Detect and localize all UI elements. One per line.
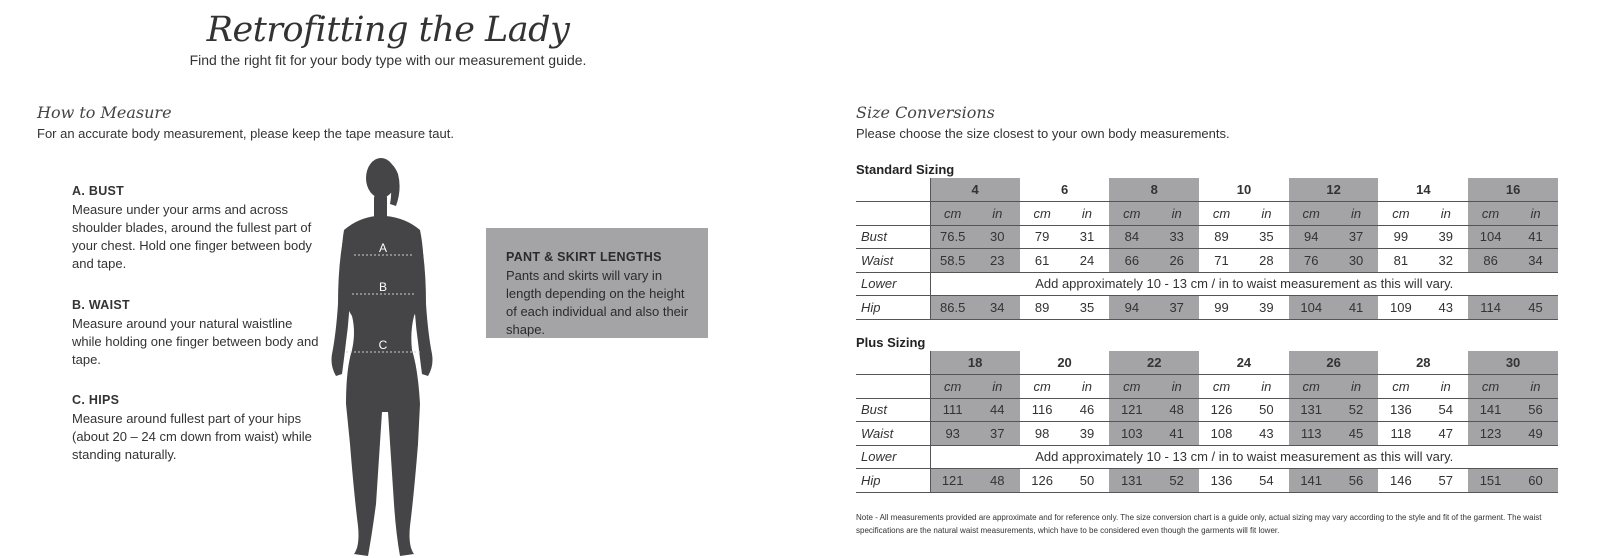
waist-title: B. WAIST bbox=[72, 298, 130, 312]
lower-note: Add approximately 10 - 13 cm / in to waist measurement as this will vary. bbox=[930, 272, 1558, 296]
unit-in: in bbox=[1513, 202, 1558, 226]
bust-cm-value: 136 bbox=[1378, 398, 1423, 422]
size-8-header: 8 bbox=[1109, 178, 1199, 202]
page-title: Retrofitting the Lady bbox=[206, 10, 570, 50]
bust-text: Measure under your arms and across shoulder blades, around the fullest part of your chest. Hold one finger between body and tape. bbox=[72, 202, 312, 271]
size-22-header: 22 bbox=[1109, 351, 1199, 375]
unit-cm: cm bbox=[1289, 202, 1334, 226]
unit-in: in bbox=[975, 202, 1020, 226]
standard-sizing-table bbox=[856, 178, 1558, 320]
bust-cm-value: 89 bbox=[1199, 225, 1244, 249]
waist-in-value: 28 bbox=[1244, 249, 1289, 273]
row-label-empty bbox=[856, 375, 930, 399]
hip-label: Hip bbox=[856, 469, 930, 493]
bust-cm-value: 104 bbox=[1468, 225, 1513, 249]
size-24-header: 24 bbox=[1199, 351, 1289, 375]
plus-sizing-heading: Plus Sizing bbox=[856, 335, 926, 350]
waist-cm-value: 103 bbox=[1109, 422, 1154, 446]
how-to-measure-heading: How to Measure bbox=[37, 103, 172, 122]
bust-in-value: 56 bbox=[1513, 398, 1558, 422]
unit-in: in bbox=[1065, 375, 1110, 399]
unit-cm: cm bbox=[1109, 375, 1154, 399]
bust-in-value: 30 bbox=[975, 225, 1020, 249]
unit-cm: cm bbox=[1020, 375, 1065, 399]
unit-cm: cm bbox=[1468, 375, 1513, 399]
hip-cm-value: 104 bbox=[1289, 296, 1334, 320]
unit-in: in bbox=[1334, 375, 1379, 399]
hips-instructions bbox=[72, 391, 322, 464]
size-10-header: 10 bbox=[1199, 178, 1289, 202]
hip-cm-value: 151 bbox=[1468, 469, 1513, 493]
row-label-empty bbox=[856, 351, 930, 375]
lower-label: Lower bbox=[856, 272, 930, 296]
unit-row bbox=[856, 202, 1558, 226]
waist-in-value: 34 bbox=[1513, 249, 1558, 273]
bust-cm-value: 126 bbox=[1199, 398, 1244, 422]
waist-in-value: 26 bbox=[1154, 249, 1199, 273]
size-conversions-sub: Please choose the size closest to your own body measurements. bbox=[856, 126, 1230, 141]
unit-in: in bbox=[1334, 202, 1379, 226]
bust-cm-value: 111 bbox=[930, 398, 975, 422]
waist-cm-value: 61 bbox=[1020, 249, 1065, 273]
size-18-header: 18 bbox=[930, 351, 1020, 375]
waist-cm-value: 58.5 bbox=[930, 249, 975, 273]
hip-in-value: 45 bbox=[1513, 296, 1558, 320]
plus-sizing-table bbox=[856, 351, 1558, 493]
lower-note: Add approximately 10 - 13 cm / in to waist measurement as this will vary. bbox=[930, 445, 1558, 469]
bust-in-value: 44 bbox=[975, 398, 1020, 422]
waist-cm-value: 71 bbox=[1199, 249, 1244, 273]
size-header-row bbox=[856, 178, 1558, 202]
hip-in-value: 56 bbox=[1334, 469, 1379, 493]
bust-instructions bbox=[72, 182, 322, 273]
hip-label: Hip bbox=[856, 296, 930, 320]
bust-in-value: 41 bbox=[1513, 225, 1558, 249]
hip-cm-value: 86.5 bbox=[930, 296, 975, 320]
unit-cm: cm bbox=[1378, 202, 1423, 226]
waist-cm-value: 93 bbox=[930, 422, 975, 446]
bust-cm-value: 131 bbox=[1289, 398, 1334, 422]
row-label-empty bbox=[856, 178, 930, 202]
bust-cm-value: 141 bbox=[1468, 398, 1513, 422]
standard-sizing-heading: Standard Sizing bbox=[856, 162, 955, 177]
size-4-header: 4 bbox=[930, 178, 1020, 202]
waist-in-value: 24 bbox=[1065, 249, 1110, 273]
bust-in-value: 46 bbox=[1065, 398, 1110, 422]
unit-cm: cm bbox=[1468, 202, 1513, 226]
unit-in: in bbox=[1154, 375, 1199, 399]
size-14-header: 14 bbox=[1378, 178, 1468, 202]
waist-cm-value: 66 bbox=[1109, 249, 1154, 273]
bust-cm-value: 99 bbox=[1378, 225, 1423, 249]
bust-in-value: 50 bbox=[1244, 398, 1289, 422]
bust-in-value: 31 bbox=[1065, 225, 1110, 249]
unit-in: in bbox=[1065, 202, 1110, 226]
hip-cm-value: 89 bbox=[1020, 296, 1065, 320]
how-to-measure-sub: For an accurate body measurement, please keep the tape measure taut. bbox=[37, 126, 454, 141]
bust-cm-value: 116 bbox=[1020, 398, 1065, 422]
waist-in-value: 45 bbox=[1334, 422, 1379, 446]
hip-cm-value: 146 bbox=[1378, 469, 1423, 493]
footnote: Note - All measurements provided are approximate and for reference only. The size conversion chart is a guide only, actual sizing may vary according to the style and fit of the garment. The waist specifications are the natural waist measurements, which have to be considered even though the garments will fit lower. bbox=[856, 513, 1542, 535]
lower-row bbox=[856, 445, 1558, 469]
unit-in: in bbox=[1423, 202, 1468, 226]
figure-label-a: A bbox=[378, 241, 388, 255]
waist-in-value: 39 bbox=[1065, 422, 1110, 446]
hip-in-value: 37 bbox=[1154, 296, 1199, 320]
bust-in-value: 39 bbox=[1423, 225, 1468, 249]
hip-cm-value: 99 bbox=[1199, 296, 1244, 320]
unit-cm: cm bbox=[1378, 375, 1423, 399]
unit-cm: cm bbox=[1109, 202, 1154, 226]
pant-skirt-box bbox=[486, 228, 708, 338]
hip-in-value: 34 bbox=[975, 296, 1020, 320]
bust-in-value: 52 bbox=[1334, 398, 1379, 422]
bust-in-value: 33 bbox=[1154, 225, 1199, 249]
unit-row bbox=[856, 375, 1558, 399]
bust-label: Bust bbox=[856, 225, 930, 249]
unit-cm: cm bbox=[1199, 202, 1244, 226]
hip-cm-value: 141 bbox=[1289, 469, 1334, 493]
waist-in-value: 43 bbox=[1244, 422, 1289, 446]
hip-in-value: 50 bbox=[1065, 469, 1110, 493]
waist-text: Measure around your natural waistline while holding one finger between body and tape. bbox=[72, 316, 319, 367]
unit-cm: cm bbox=[1199, 375, 1244, 399]
waist-in-value: 41 bbox=[1154, 422, 1199, 446]
waist-in-value: 32 bbox=[1423, 249, 1468, 273]
bust-cm-value: 94 bbox=[1289, 225, 1334, 249]
hip-in-value: 48 bbox=[975, 469, 1020, 493]
bust-row bbox=[856, 225, 1558, 249]
waist-in-value: 49 bbox=[1513, 422, 1558, 446]
page-subtitle: Find the right fit for your body type with our measurement guide. bbox=[189, 52, 587, 68]
waist-cm-value: 123 bbox=[1468, 422, 1513, 446]
waist-cm-value: 81 bbox=[1378, 249, 1423, 273]
size-6-header: 6 bbox=[1020, 178, 1110, 202]
size-20-header: 20 bbox=[1020, 351, 1110, 375]
hip-row bbox=[856, 296, 1558, 320]
bust-title: A. BUST bbox=[72, 184, 125, 198]
size-28-header: 28 bbox=[1378, 351, 1468, 375]
bust-cm-value: 84 bbox=[1109, 225, 1154, 249]
figure-label-b: B bbox=[378, 280, 388, 294]
bust-cm-value: 76.5 bbox=[930, 225, 975, 249]
unit-in: in bbox=[1244, 375, 1289, 399]
waist-row bbox=[856, 249, 1558, 273]
unit-cm: cm bbox=[930, 202, 975, 226]
hips-title: C. HIPS bbox=[72, 393, 120, 407]
hip-cm-value: 109 bbox=[1378, 296, 1423, 320]
waist-cm-value: 118 bbox=[1378, 422, 1423, 446]
row-label-empty bbox=[856, 202, 930, 226]
hip-cm-value: 136 bbox=[1199, 469, 1244, 493]
bust-in-value: 37 bbox=[1334, 225, 1379, 249]
size-conversions-heading: Size Conversions bbox=[856, 103, 995, 122]
waist-label: Waist bbox=[856, 422, 930, 446]
bust-in-value: 48 bbox=[1154, 398, 1199, 422]
lower-row bbox=[856, 272, 1558, 296]
waist-in-value: 47 bbox=[1423, 422, 1468, 446]
waist-label: Waist bbox=[856, 249, 930, 273]
unit-in: in bbox=[1244, 202, 1289, 226]
unit-in: in bbox=[975, 375, 1020, 399]
unit-cm: cm bbox=[1020, 202, 1065, 226]
bust-row bbox=[856, 398, 1558, 422]
waist-cm-value: 113 bbox=[1289, 422, 1334, 446]
waist-in-value: 23 bbox=[975, 249, 1020, 273]
size-header-row bbox=[856, 351, 1558, 375]
bust-label: Bust bbox=[856, 398, 930, 422]
hip-in-value: 43 bbox=[1423, 296, 1468, 320]
hip-cm-value: 94 bbox=[1109, 296, 1154, 320]
lower-label: Lower bbox=[856, 445, 930, 469]
waist-row bbox=[856, 422, 1558, 446]
waist-cm-value: 98 bbox=[1020, 422, 1065, 446]
pant-skirt-text: Pants and skirts will vary in length depending on the height of each individual and also their shape. bbox=[506, 268, 689, 337]
size-26-header: 26 bbox=[1289, 351, 1379, 375]
waist-cm-value: 108 bbox=[1199, 422, 1244, 446]
waist-instructions bbox=[72, 296, 322, 369]
bust-cm-value: 79 bbox=[1020, 225, 1065, 249]
size-16-header: 16 bbox=[1468, 178, 1558, 202]
bust-in-value: 54 bbox=[1423, 398, 1468, 422]
hip-cm-value: 131 bbox=[1109, 469, 1154, 493]
bust-in-value: 35 bbox=[1244, 225, 1289, 249]
unit-cm: cm bbox=[1289, 375, 1334, 399]
hip-cm-value: 126 bbox=[1020, 469, 1065, 493]
unit-cm: cm bbox=[930, 375, 975, 399]
hips-text: Measure around fullest part of your hips (about 20 – 24 cm down from waist) while standing naturally. bbox=[72, 411, 312, 462]
size-30-header: 30 bbox=[1468, 351, 1558, 375]
silhouette-shape bbox=[332, 158, 433, 556]
waist-cm-value: 86 bbox=[1468, 249, 1513, 273]
waist-cm-value: 76 bbox=[1289, 249, 1334, 273]
hip-in-value: 41 bbox=[1334, 296, 1379, 320]
unit-in: in bbox=[1423, 375, 1468, 399]
hip-in-value: 60 bbox=[1513, 469, 1558, 493]
bust-cm-value: 121 bbox=[1109, 398, 1154, 422]
hip-in-value: 57 bbox=[1423, 469, 1468, 493]
waist-in-value: 30 bbox=[1334, 249, 1379, 273]
hip-in-value: 35 bbox=[1065, 296, 1110, 320]
pant-skirt-title: PANT & SKIRT LENGTHS bbox=[506, 250, 662, 264]
hip-in-value: 54 bbox=[1244, 469, 1289, 493]
hip-in-value: 52 bbox=[1154, 469, 1199, 493]
hip-row bbox=[856, 469, 1558, 493]
hip-cm-value: 121 bbox=[930, 469, 975, 493]
hip-cm-value: 114 bbox=[1468, 296, 1513, 320]
waist-in-value: 37 bbox=[975, 422, 1020, 446]
figure-label-c: C bbox=[378, 338, 388, 352]
size-12-header: 12 bbox=[1289, 178, 1379, 202]
body-silhouette bbox=[328, 154, 438, 558]
unit-in: in bbox=[1154, 202, 1199, 226]
unit-in: in bbox=[1513, 375, 1558, 399]
hip-in-value: 39 bbox=[1244, 296, 1289, 320]
